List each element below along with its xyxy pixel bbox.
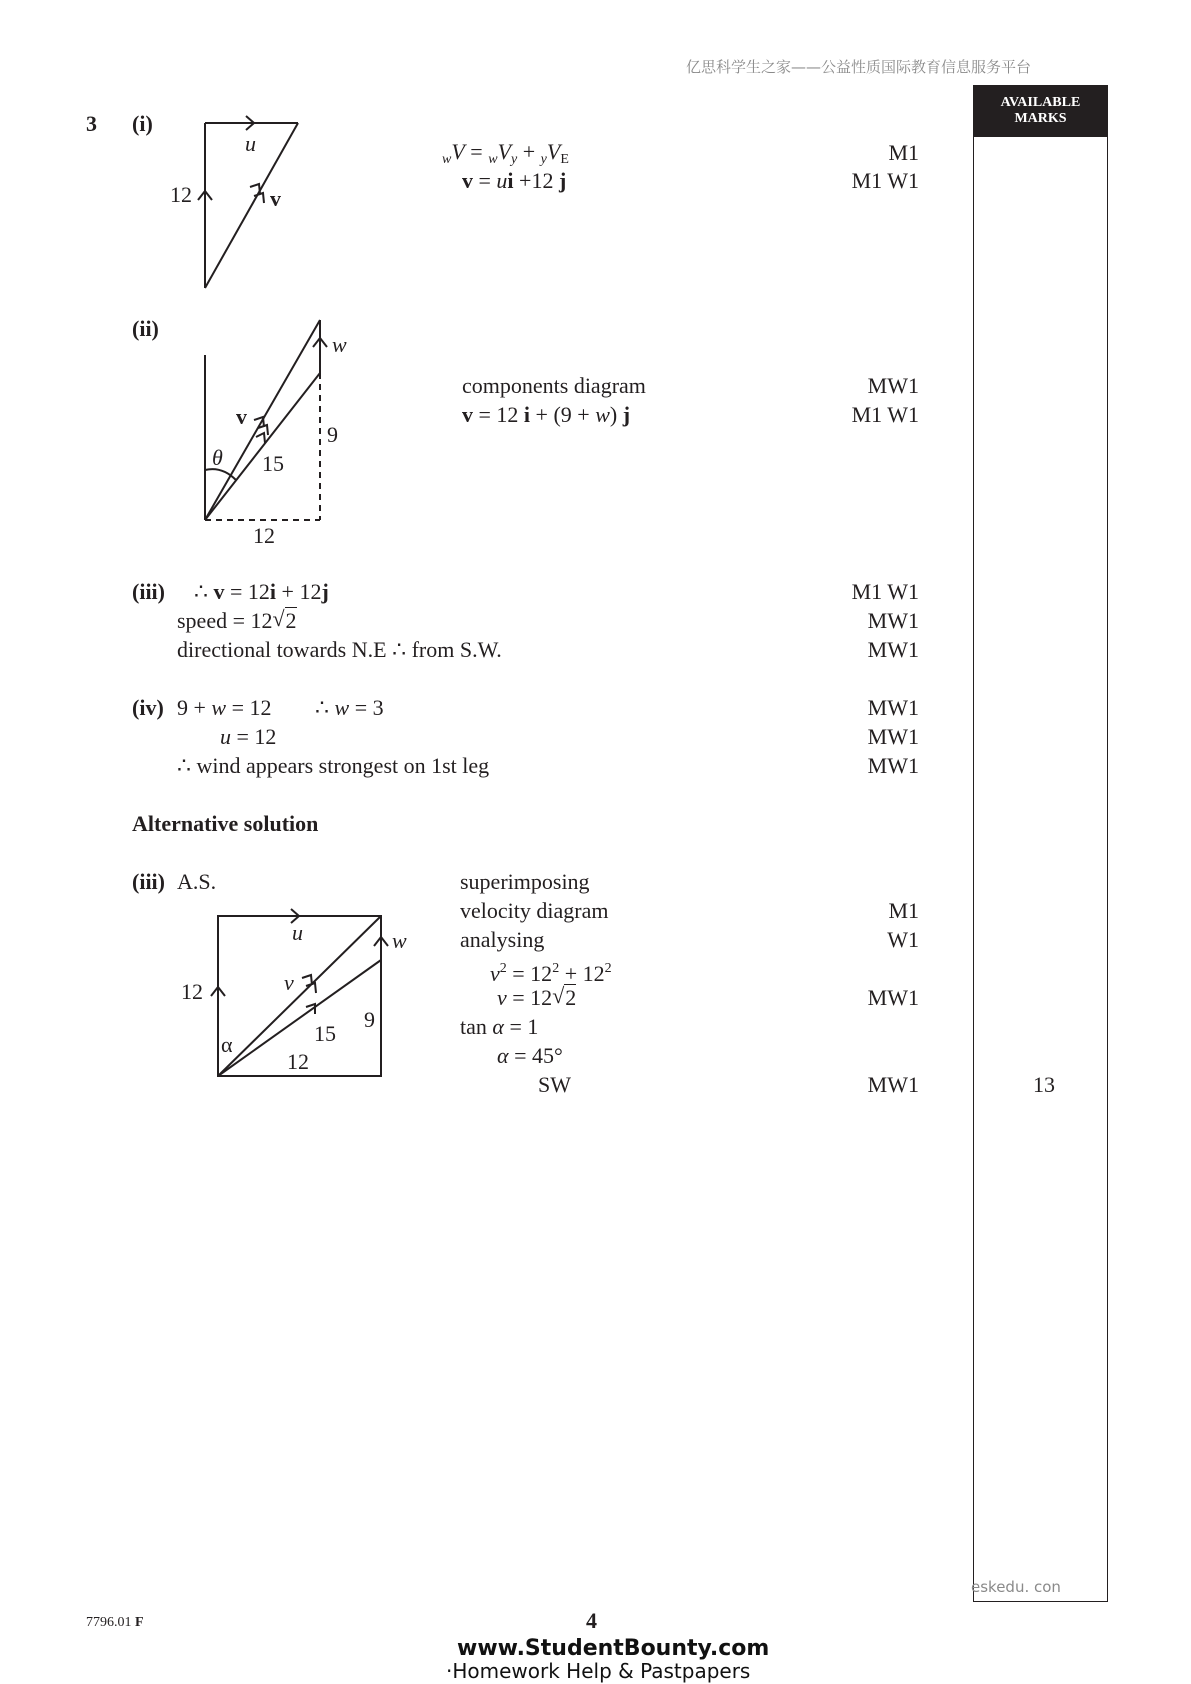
eq-w: w xyxy=(595,402,610,427)
mark: MW1 xyxy=(867,724,919,749)
alt-label-15: 15 xyxy=(314,1021,336,1046)
part-ii-label-w: w xyxy=(332,332,347,357)
part-ii-label-theta: θ xyxy=(212,445,223,470)
footer-site-logo: www.StudentBounty.com xyxy=(457,1636,770,1661)
eq-equals: = xyxy=(464,139,489,164)
eq-v: v xyxy=(490,961,500,986)
alt-label-w: w xyxy=(392,928,407,953)
mark: W1 xyxy=(887,927,919,952)
eq-i: i xyxy=(523,402,531,427)
part-ii-label: (ii) xyxy=(132,316,159,341)
mark: MW1 xyxy=(867,695,919,720)
eq-part: = 1 xyxy=(503,1014,539,1039)
part-i-label-12: 12 xyxy=(170,182,192,207)
eq-plus-12: +12 xyxy=(513,168,559,193)
eq-j: j xyxy=(558,168,567,193)
eq-V2: V xyxy=(497,139,512,164)
sqrt-value: 2 xyxy=(285,608,297,633)
eq-i: i xyxy=(507,168,514,193)
eq-sub-w: w xyxy=(442,152,452,167)
alt-line-v-squared xyxy=(490,956,612,987)
question-number: 3 xyxy=(86,111,97,136)
eq-V: V xyxy=(451,139,465,164)
header-watermark: 亿思科学生之家——公益性质国际教育信息服务平台 xyxy=(686,58,1032,76)
therefore-symbol: ∴ xyxy=(194,579,214,604)
therefore-symbol: ∴ xyxy=(315,695,335,720)
part-i-label-u: u xyxy=(245,131,256,156)
eq-i: i xyxy=(269,579,277,604)
eq-exponent: 2 xyxy=(552,961,560,976)
direction-text: from S.W. xyxy=(406,637,502,662)
eq-w: w xyxy=(211,695,227,720)
total-marks: 13 xyxy=(1033,1072,1055,1097)
mark: MW1 xyxy=(867,985,919,1010)
alt-line-velocity: velocity diagram xyxy=(460,898,609,923)
eq-part: = 12 xyxy=(226,695,272,720)
eq-u: u xyxy=(496,168,508,193)
marks-heading-line2: MARKS xyxy=(1014,111,1067,126)
eq-part: + 12 xyxy=(559,961,605,986)
mark: M1 W1 xyxy=(851,168,919,193)
page-number: 4 xyxy=(586,1608,597,1633)
mark: M1 W1 xyxy=(851,402,919,427)
eq-alpha: α xyxy=(492,1014,504,1039)
eq-v: v xyxy=(497,985,507,1010)
direction-text: directional towards N.E xyxy=(177,637,393,662)
eq-exponent: 2 xyxy=(604,961,612,976)
eq-w: w xyxy=(334,695,350,720)
alt-line-alpha xyxy=(497,1043,563,1069)
eq-alpha: α xyxy=(497,1043,509,1068)
part-i-label-v: v xyxy=(270,186,281,211)
mark: M1 xyxy=(888,898,919,923)
eq-part: = 45° xyxy=(508,1043,563,1068)
part-ii-line-1: components diagram xyxy=(462,373,646,398)
eq-j: j xyxy=(321,579,329,604)
part-ii-label-15: 15 xyxy=(262,451,284,476)
eq-part: + (9 + xyxy=(530,402,596,427)
part-ii-label-9: 9 xyxy=(327,422,338,447)
eq-v: v xyxy=(462,168,473,193)
alt-label-alpha: α xyxy=(221,1032,233,1057)
eq-sub-y: y xyxy=(511,152,518,167)
alt-line-v-root xyxy=(497,985,576,1011)
part-iv-label: (iv) xyxy=(132,695,164,720)
eq-part: = 12 xyxy=(506,961,553,986)
part-iv-conclusion: ∴ wind appears strongest on 1st leg xyxy=(177,753,490,778)
alt-line-superimposing: superimposing xyxy=(460,869,590,894)
alternative-heading: Alternative solution xyxy=(132,811,319,836)
eq-part: = 12 xyxy=(224,579,270,604)
alt-line-sw: SW xyxy=(538,1072,571,1097)
mark: MW1 xyxy=(867,1072,919,1097)
alt-label-v: v xyxy=(284,970,294,995)
eq-j: j xyxy=(622,402,631,427)
eq-part: = 12 xyxy=(473,402,524,427)
footer-tagline: ·Homework Help & Pastpapers xyxy=(446,1659,751,1683)
speed-prefix: speed = 12 xyxy=(177,608,273,633)
eq-equals: = xyxy=(473,168,497,193)
eq-part: ) xyxy=(609,402,623,427)
alt-label-9: 9 xyxy=(364,1007,375,1032)
alt-label-12-side: 12 xyxy=(181,979,203,1004)
eq-sub-y2: y xyxy=(540,152,547,167)
eq-part: 9 + xyxy=(177,695,212,720)
mark: M1 xyxy=(888,140,919,165)
eq-sub-w2: w xyxy=(488,152,498,167)
eq-v: v xyxy=(213,579,225,604)
alt-line-tan xyxy=(460,1014,538,1040)
mark: MW1 xyxy=(867,637,919,662)
mark: MW1 xyxy=(867,373,919,398)
sqrt-symbol xyxy=(552,985,576,1011)
eq-u: u xyxy=(220,724,231,749)
eq-plus: + xyxy=(517,139,541,164)
eq-V3: V xyxy=(546,139,561,164)
part-iii-label: (iii) xyxy=(132,579,165,604)
footer-code xyxy=(86,1615,144,1631)
mark: MW1 xyxy=(867,608,919,633)
eq-part: = 12 xyxy=(231,724,277,749)
footer-code-suffix: F xyxy=(135,1615,144,1630)
eq-exponent: 2 xyxy=(499,961,507,976)
eq-sub-E: E xyxy=(560,152,569,167)
corner-watermark: eskedu. con xyxy=(971,1578,1061,1596)
marks-heading-line1: AVAILABLE xyxy=(1000,95,1081,110)
therefore-symbol: ∴ xyxy=(392,637,407,662)
eq-v: v xyxy=(462,402,473,427)
alt-label-u: u xyxy=(292,920,303,945)
eq-part: = 3 xyxy=(349,695,384,720)
alt-label-12-base: 12 xyxy=(287,1049,309,1074)
alt-as-label: A.S. xyxy=(177,869,217,894)
part-ii-label-12: 12 xyxy=(253,523,275,548)
mark: MW1 xyxy=(867,753,919,778)
alt-line-analysing: analysing xyxy=(460,927,545,952)
eq-part: = 12 xyxy=(506,985,553,1010)
part-ii-label-v: v xyxy=(236,404,247,429)
footer-code-number: 7796.01 xyxy=(86,1615,132,1630)
sqrt-value: 2 xyxy=(565,985,577,1010)
eq-part: tan xyxy=(460,1014,493,1039)
eq-part: + 12 xyxy=(276,579,322,604)
part-i-label: (i) xyxy=(132,111,153,136)
alt-part-label: (iii) xyxy=(132,869,165,894)
mark: M1 W1 xyxy=(851,579,919,604)
